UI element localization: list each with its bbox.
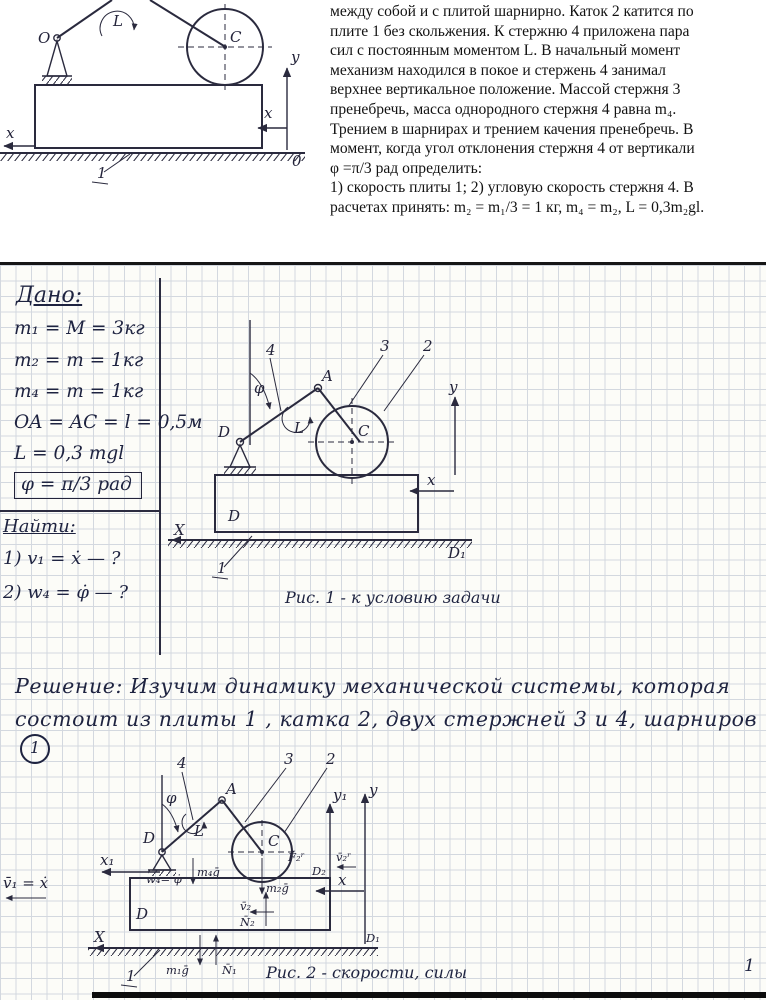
solution-line: Решение: Изучим динамику механической системы, которая [15,674,731,698]
given-item: m₁ = M = 3кг [14,318,145,339]
label-v1: v̄₁ = ẋ [3,874,49,892]
ground-hatch [88,948,378,956]
label-X: X [174,521,185,539]
label-rod3: 3 [380,337,390,355]
solution-marker: 1 [20,734,50,764]
label-y: y [291,48,300,66]
problem-statement [330,2,764,218]
label-X: X [94,928,105,946]
label-D1: D₁ [448,544,467,562]
label-L: L [113,12,123,30]
label-x1: x₁ [100,851,115,869]
given-item-boxed [14,472,142,499]
label-L: L [294,419,304,437]
given-item: m₂ = m = 1кг [14,350,144,371]
problem-line: верхнее вертикальное положение. Массой стержня 3 [330,81,681,99]
printed-problem-figure [0,0,320,222]
label-O: O [38,29,51,47]
solution-line: состоит из плиты 1 , катка 2, двух стержней 3 и 4, шарниров [15,707,758,731]
label-rod3: 3 [284,750,294,768]
given-title: Дано: [16,283,83,308]
label-y1: y₁ [333,786,348,804]
label-N2: N̄₂ [240,915,255,929]
plate-1 [215,475,418,532]
label-x: x [338,871,347,889]
problem-line: Трением в шарнирах и трением качения пренебречь. В [330,120,694,138]
label-plate-1: 1 [97,164,107,182]
given-item: OA = AC = l = 0,5м [14,412,203,433]
rod-3 [318,388,360,442]
figure-2-caption: Рис. 2 - скорости, силы [266,963,468,982]
label-x: x [427,471,436,489]
label-D2: D₂ [312,864,326,878]
label-C: C [358,422,370,440]
given-item: m₄ = m = 1кг [14,381,144,402]
problem-line: φ =π/3 рад определить: [330,159,483,177]
label-origin: 0 [292,152,302,170]
find-item: 2) w₄ = φ̇ — ? [3,582,129,603]
page-number: 1 [744,956,755,976]
problem-line: пренебречь, масса однородного стержня 4 равна m₄. [330,100,677,118]
label-D-plate: D [136,905,149,923]
label-m4g: m₄ḡ [197,865,220,879]
support-D [230,445,250,467]
label-L: L [194,822,204,840]
label-D: D [143,829,156,847]
given-item: L = 0,3 mgl [14,443,125,464]
find-title: Найти: [3,516,76,537]
boxed-value: φ = π/3 рад [14,472,142,499]
label-N1: N̄₁ [222,963,237,977]
problem-line: 1) скорость плиты 1; 2) угловую скорость стержня 4. В [330,179,694,197]
label-phi: φ [166,789,177,807]
label-A: A [226,780,237,798]
rod-4 [240,388,318,442]
label-x-small: x [264,104,273,122]
label-roller: 2 [423,337,433,355]
ground-hatch [0,153,305,161]
label-m2g: m₂ḡ [266,881,289,895]
problem-line: механизм находился в покое и стержень 4 занимал [330,61,666,79]
problem-line: момент, когда угол отклонения стержня 4 от вертикали [330,140,695,158]
label-x-left: x [6,124,15,142]
label-D: D [218,423,231,441]
label-C: C [268,832,280,850]
figure-1 [160,295,510,615]
margin-horizontal-line [0,510,160,512]
support-D [153,855,171,870]
label-v2r: v̄₂ʳ [336,850,352,864]
label-phi: φ [254,379,265,397]
label-v2: v̄₂ [240,899,252,913]
rod-4 [57,0,112,38]
problem-line: сил с постоянным моментом L. В начальный момент [330,42,681,60]
figure-2 [0,748,480,998]
problem-line: плите 1 без скольжения. К стержню 4 приложена пара [330,22,690,40]
label-omega4: w₄= φ̇ [146,872,182,886]
label-roller: 2 [326,750,336,768]
label-C: C [230,28,242,46]
scan-edge [92,992,766,998]
label-rod4: 4 [266,341,276,359]
label-rod4: 4 [177,754,187,772]
figure-1-caption: Рис. 1 - к условию задачи [285,588,501,607]
label-D1: D₁ [366,931,380,945]
label-A: A [322,367,333,385]
find-item: 1) v₁ = ẋ — ? [3,548,121,569]
support-hatch [42,76,72,84]
problem-line: расчетах принять: m₂ = m₁/3 = 1 кг, m₄ = m₂, L = 0,3m₂gl. [330,198,705,216]
label-m1g: m₁ḡ [166,963,189,977]
rod-4 [162,800,222,852]
problem-line: между собой и с плитой шарнирно. Каток 2 катится по [330,3,694,20]
label-plate-1: 1 [126,967,136,985]
label-plate-1: 1 [217,559,227,577]
label-y: y [369,781,378,799]
ground-hatch [168,540,472,548]
label-y: y [449,378,458,396]
phi-arc [162,804,178,832]
plate-1 [35,85,262,148]
label-D-plate: D [228,507,241,525]
label-F2: F̄₂ʳ [288,850,305,864]
